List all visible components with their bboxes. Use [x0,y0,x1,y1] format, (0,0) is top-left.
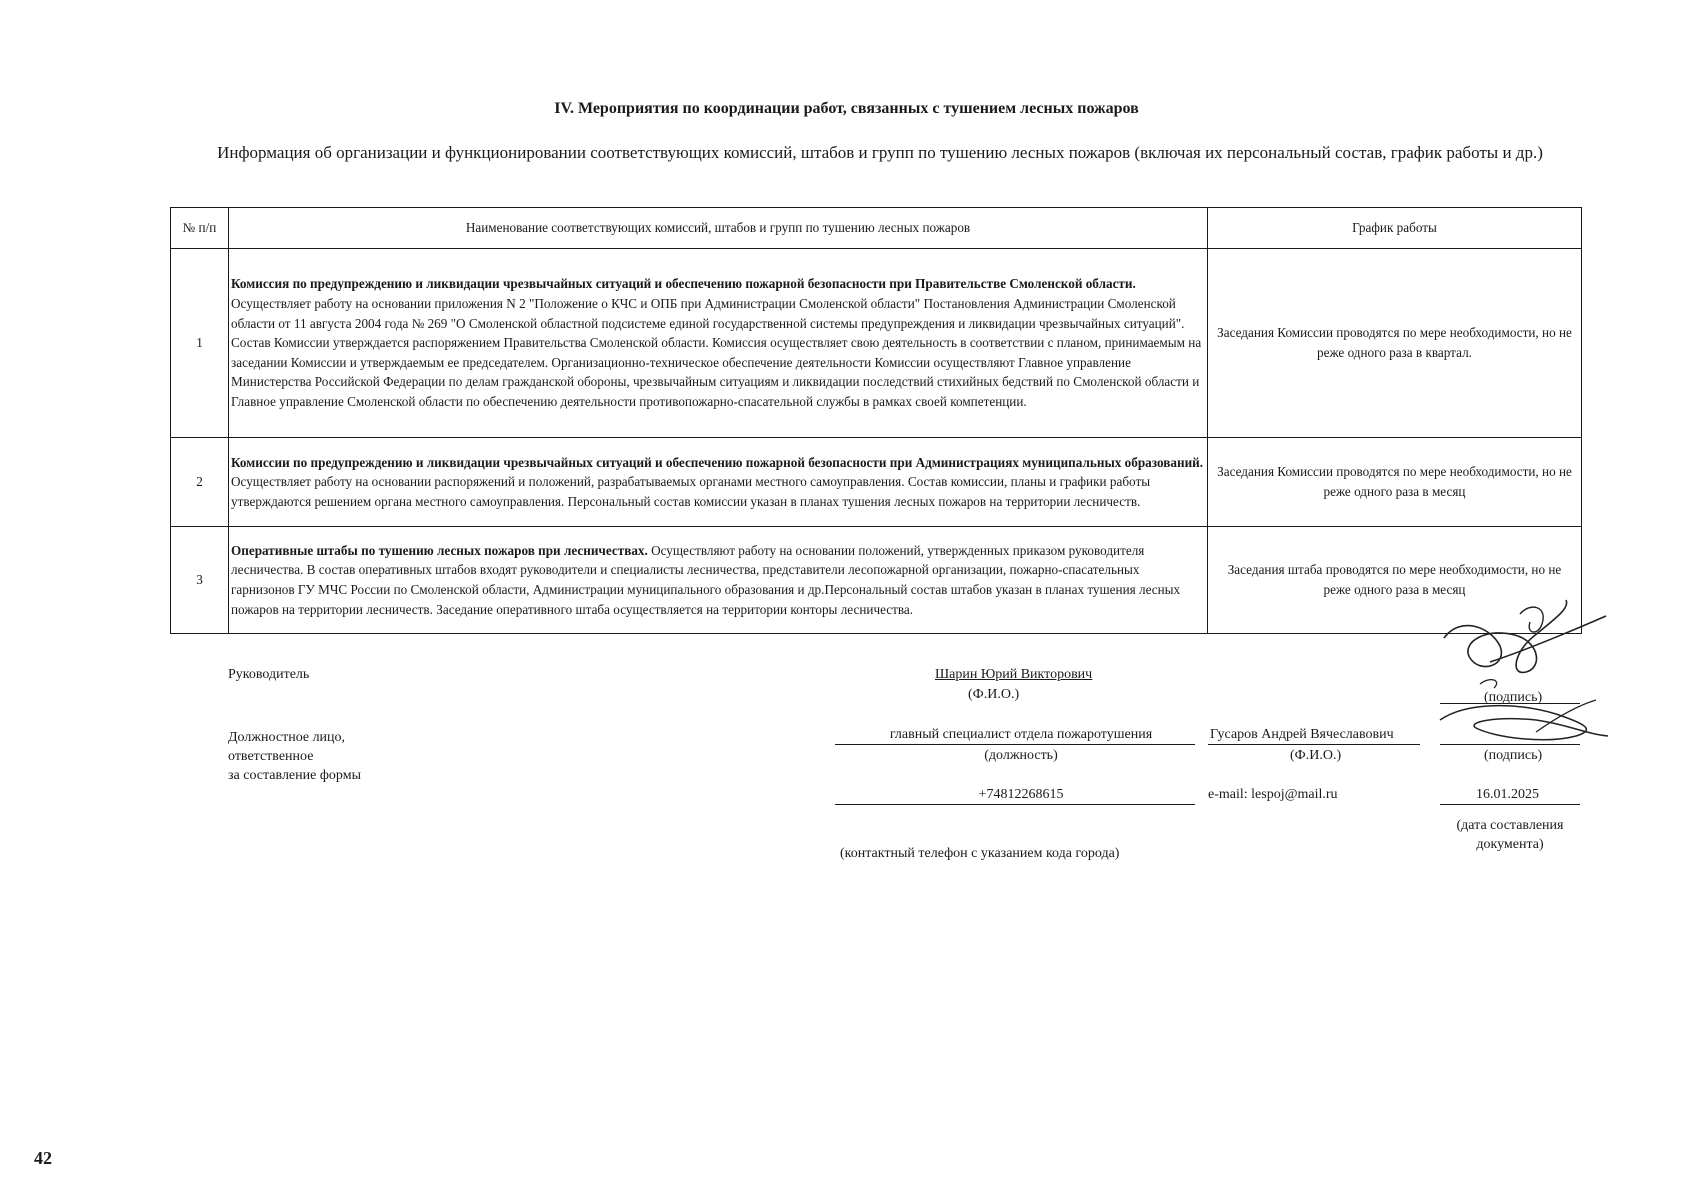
official-position: главный специалист отдела пожаротушения [889,727,1153,742]
row-name-text: Осуществляют работу на основании положений, утвержденных приказом руководителя лесничества. В состав оперативных штабов входят руководители и специалисты лесничества, представители лесопожарной организации, пожарно-спасательных гарнизонов ГУ МЧС России по Смоленской области, Администрации муниципального образования и др.Персональный состав штабов указан в планах тушения лесных пожаров на территории лесничеств. Заседание оперативного штаба осуществляется на территории конторы лесничества. [231,542,1181,617]
row-name-bold: Оперативные штабы по тушению лесных пожаров при лесничествах. [231,542,648,558]
header-name: Наименование соответствующих комиссий, штабов и групп по тушению лесных пожаров [229,208,1208,249]
head-label: Руководитель [228,667,310,682]
page-number: 42 [34,1148,52,1168]
date-label-line1: (дата составления [1456,818,1564,833]
phone-value: +74812268615 [978,787,1064,802]
official-signature-label: (подпись) [1484,748,1543,763]
table-row [171,438,1582,527]
section-title: IV. Мероприятия по координации работ, связанных с тушением лесных пожаров [554,100,1139,117]
official-label-line3: за составление формы [228,768,361,783]
date-line [1440,804,1580,805]
date-label-line2: документа) [1476,837,1544,852]
head-name: Шарин Юрий Викторович [935,667,1093,682]
row-name-bold: Комиссии по предупреждению и ликвидации чрезвычайных ситуаций и обеспечению пожарной безопасности при Администрациях муниципальных образований. [231,454,1204,470]
row-name [229,527,1208,634]
row-name-bold: Комиссия по предупреждению и ликвидации чрезвычайных ситуаций и обеспечению пожарной безопасности при Правительстве Смоленской области. [231,276,1136,292]
position-line [835,744,1195,745]
row-schedule: Заседания Комиссии проводятся по мере необходимости, но не реже одного раза в квартал. [1208,249,1582,438]
table-row [171,527,1582,634]
row-name-text: Осуществляет работу на основании распоряжений и положений, разрабатываемых органами местного самоуправления. Состав комиссии, планы и графики работы утверждаются решением органа местного самоуправления. Персональный состав комиссии указан в планах тушения лесных пожаров на территории лесничеств. [231,474,1151,509]
phone-label: (контактный телефон с указанием кода города) [840,846,1120,861]
official-signature-image [1436,696,1612,756]
header-schedule: График работы [1208,208,1582,249]
row-num: 2 [171,438,229,527]
official-name: Гусаров Андрей Вячеславович [1210,727,1394,742]
head-signature-image [1430,596,1610,706]
row-schedule: Заседания штаба проводятся по мере необходимости, но не реже одного раза в месяц [1208,527,1582,634]
head-fio-label: (Ф.И.О.) [968,687,1020,702]
row-num: 3 [171,527,229,634]
position-label: (должность) [984,748,1058,763]
table-header-row [171,208,1582,249]
row-name [229,249,1208,438]
commissions-table [170,207,1582,634]
section-subtitle: Информация об организации и функционировании соответствующих комиссий, штабов и групп по тушению лесных пожаров (включая их персональный состав, график работы и др.) [217,143,1543,162]
email-value: e-mail: lespoj@mail.ru [1208,787,1338,802]
official-label-line2: ответственное [228,749,314,764]
header-num: № п/п [171,208,229,249]
row-schedule: Заседания Комиссии проводятся по мере необходимости, но не реже одного раза в месяц [1208,438,1582,527]
head-signature-label: (подпись) [1484,690,1543,705]
official-fio-label: (Ф.И.О.) [1290,748,1342,763]
official-label-line1: Должностное лицо, [228,730,346,745]
date-value: 16.01.2025 [1476,787,1539,802]
row-num: 1 [171,249,229,438]
row-name [229,438,1208,527]
row-name-text: Осуществляет работу на основании приложения N 2 "Положение о КЧС и ОПБ при Администрации Смоленской области" Постановления Администрации Смоленской области от 11 августа 2004 года № 269 "О Смоленской областной подсистеме единой государственной системы предупреждения и ликвидации чрезвычайных ситуаций". Состав Комиссии утверждается распоряжением Правительства Смоленской области. Комиссия осуществляет свою деятельность в соответствии с планом, принимаемым на заседании Комиссии и утверждаемым ее председателем. Организационно-техническое обеспечение деятельности Комиссии осуществляют Главное управление Министерства Российской Федерации по делам гражданской обороны, чрезвычайным ситуациям и ликвидации последствий стихийных бедствий по Смоленской области и Главное управление Смоленской области по обеспечению деятельности противопожарно-спасательной службы в рамках своей компетенции. [231,296,1202,409]
table-row [171,249,1582,438]
phone-line [835,804,1195,805]
official-name-line [1208,744,1420,745]
